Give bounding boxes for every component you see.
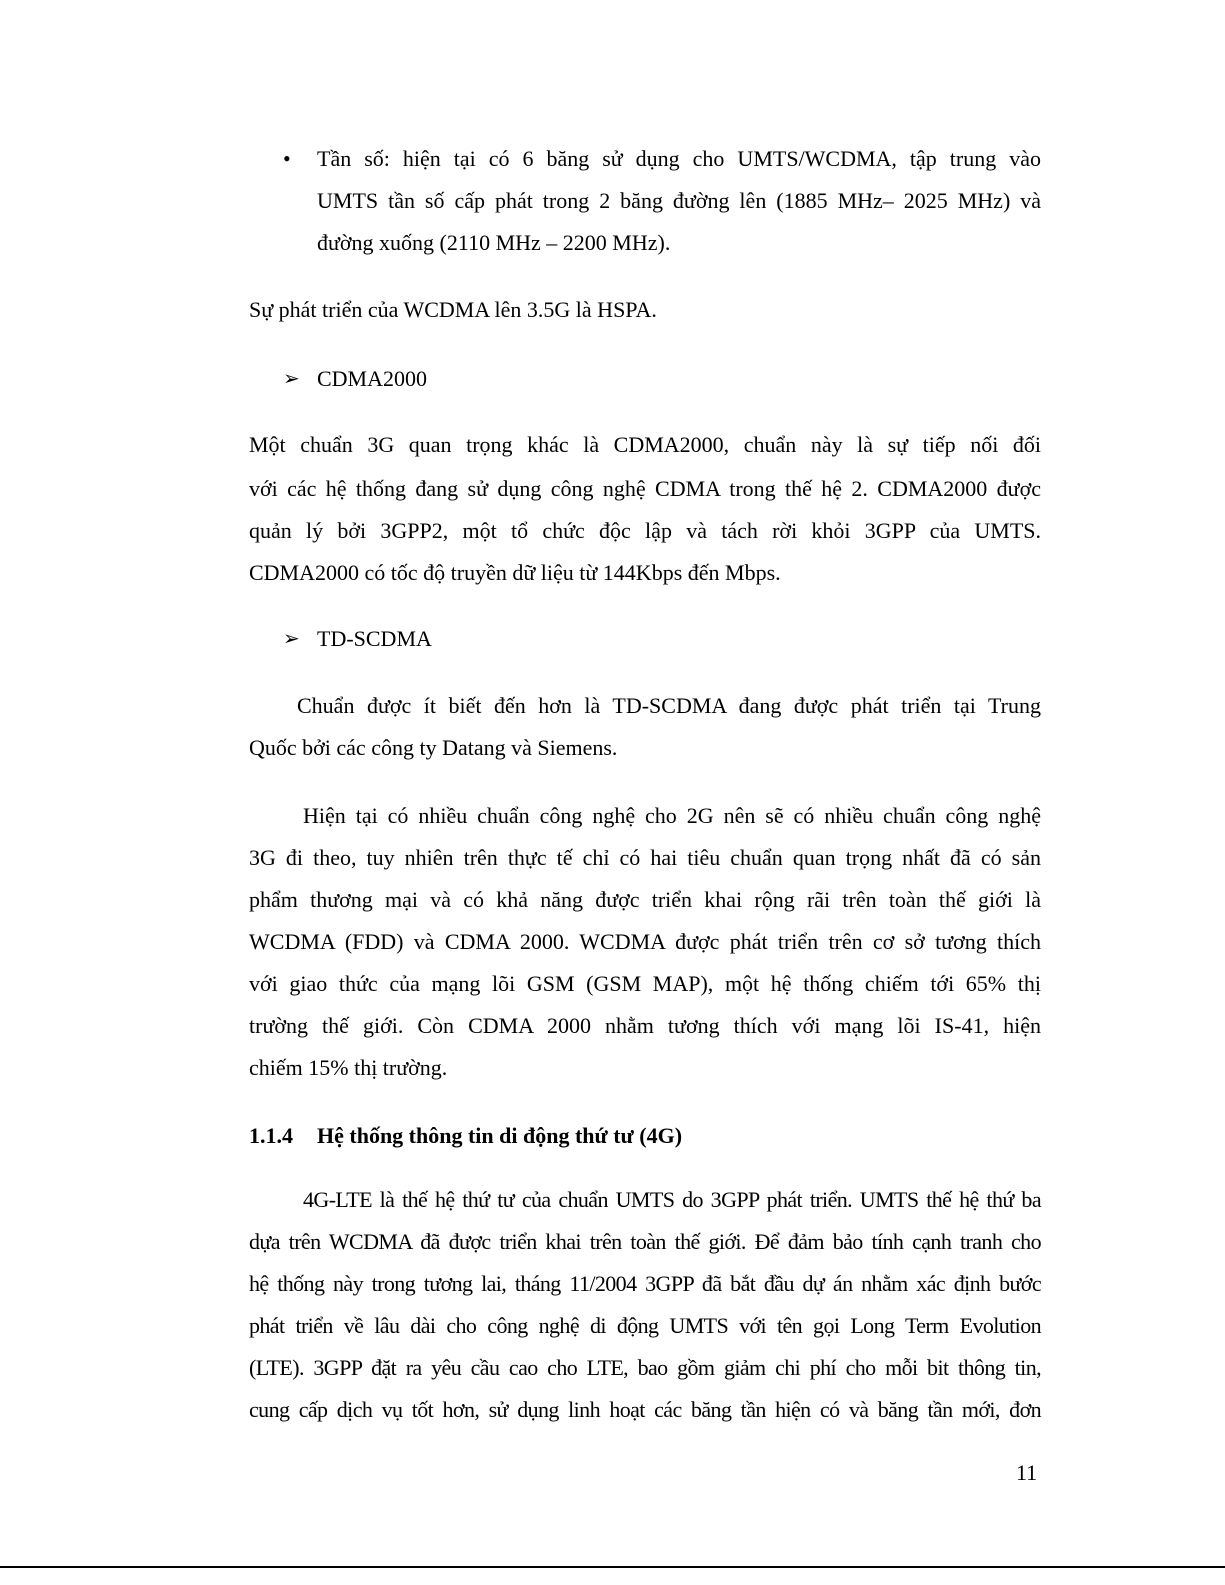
bullet-dot: • [283,146,291,171]
section-heading-number: 1.1.4 [249,1123,293,1148]
hspa-line: Sự phát triển của WCDMA lên 3.5G là HSPA. [249,297,657,322]
bullet-line-2: UMTS tần số cấp phát trong 2 băng đường lên (1885 MHz– 2025 MHz) và [317,188,1041,213]
tdscdma-title: TD-SCDMA [317,626,432,651]
bottom-border [0,1566,1225,1568]
cdma2000-line-3: quản lý bởi 3GPP2, một tổ chức độc lập và tách rời khỏi 3GPP của UMTS. [249,518,1041,543]
page-number: 11 [1016,1460,1038,1485]
bullet-line-3: đường xuống (2110 MHz – 2200 MHz). [317,230,671,255]
para-4g-line-1: 4G-LTE là thế hệ thứ tư của chuẩn UMTS do 3GPP phát triển. UMTS thế hệ thứ ba [303,1187,1041,1212]
para-3g-line-6: trường thế giới. Còn CDMA 2000 nhằm tương thích với mạng lõi IS-41, hiện [249,1013,1041,1038]
tdscdma-line-1: Chuẩn được ít biết đến hơn là TD-SCDMA đang được phát triển tại Trung [297,693,1041,718]
arrow-bullet-icon: ➢ [283,368,300,390]
cdma2000-line-1: Một chuẩn 3G quan trọng khác là CDMA2000, chuẩn này là sự tiếp nối đối [249,432,1041,457]
cdma2000-line-4: CDMA2000 có tốc độ truyền dữ liệu từ 144Kbps đến Mbps. [249,560,781,585]
para-3g-line-4: WCDMA (FDD) và CDMA 2000. WCDMA được phát triển trên cơ sở tương thích [249,929,1041,954]
para-3g-line-3: phẩm thương mại và có khả năng được triển khai rộng rãi trên toàn thế giới là [249,887,1041,912]
para-3g-line-7: chiếm 15% thị trường. [249,1055,448,1080]
para-3g-line-1: Hiện tại có nhiều chuẩn công nghệ cho 2G nên sẽ có nhiều chuẩn công nghệ [303,803,1041,828]
cdma2000-line-2: với các hệ thống đang sử dụng công nghệ CDMA trong thế hệ 2. CDMA2000 được [249,476,1041,501]
para-3g-line-5: với giao thức của mạng lõi GSM (GSM MAP), một hệ thống chiếm tới 65% thị [249,971,1041,996]
arrow-bullet-icon: ➢ [283,628,300,650]
bullet-line-1: Tần số: hiện tại có 6 băng sử dụng cho UMTS/WCDMA, tập trung vào [317,146,1041,171]
section-heading-title: Hệ thống thông tin di động thứ tư (4G) [317,1123,683,1148]
tdscdma-line-2: Quốc bởi các công ty Datang và Siemens. [249,735,618,760]
para-4g-line-2: dựa trên WCDMA đã được triển khai trên toàn thế giới. Để đảm bảo tính cạnh tranh cho [249,1229,1041,1254]
para-4g-line-3: hệ thống này trong tương lai, tháng 11/2004 3GPP đã bắt đầu dự án nhằm xác định bước [249,1271,1041,1296]
para-4g-line-4: phát triển về lâu dài cho công nghệ di động UMTS với tên gọi Long Term Evolution [249,1313,1041,1338]
para-3g-line-2: 3G đi theo, tuy nhiên trên thực tế chỉ có hai tiêu chuẩn quan trọng nhất đã có sản [249,845,1041,870]
para-4g-line-5: (LTE). 3GPP đặt ra yêu cầu cao cho LTE, bao gồm giảm chi phí cho mỗi bit thông tin, [249,1355,1041,1380]
cdma2000-title: CDMA2000 [317,366,428,391]
para-4g-line-6: cung cấp dịch vụ tốt hơn, sử dụng linh hoạt các băng tần hiện có và băng tần mới, đơn [249,1397,1041,1422]
